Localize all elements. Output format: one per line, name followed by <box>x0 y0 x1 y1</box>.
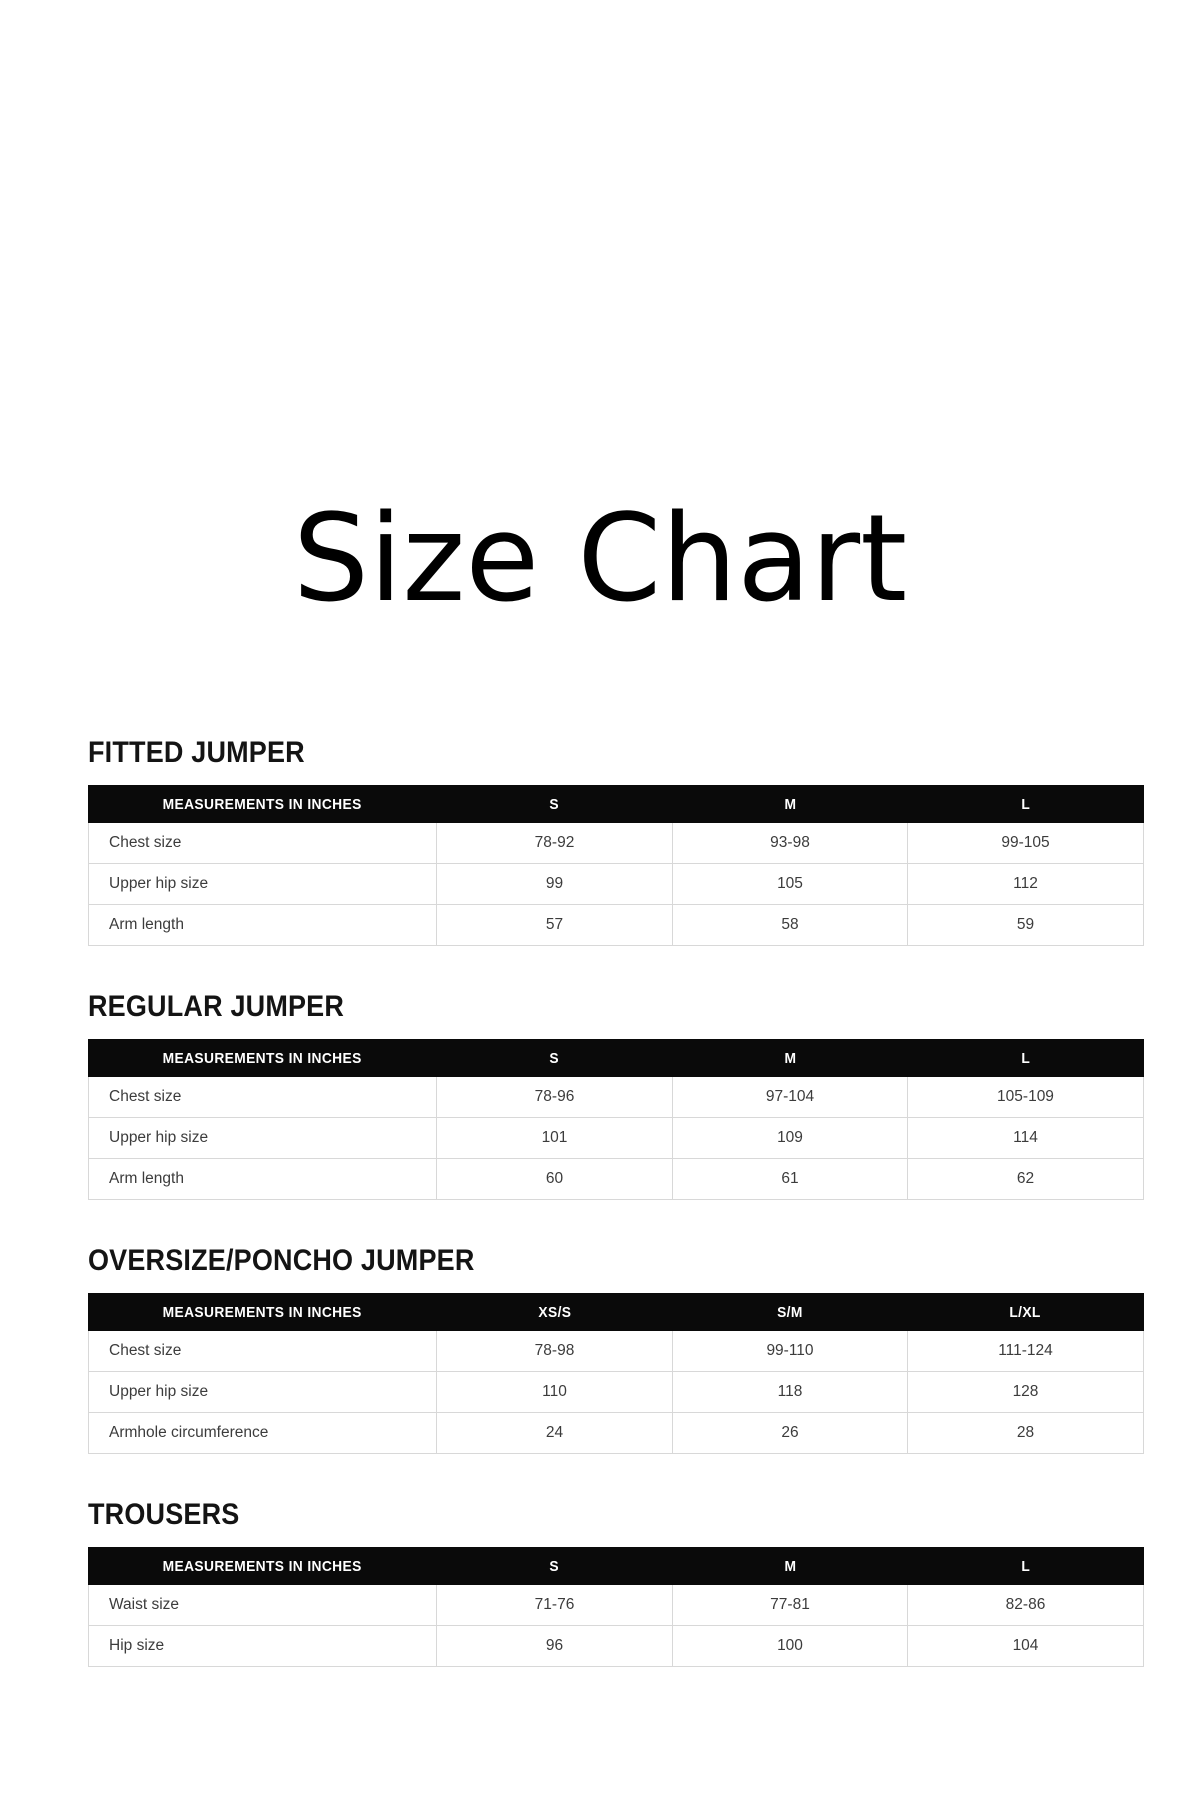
section-regular-jumper <box>88 992 1143 1200</box>
size-column-header: S <box>437 1040 673 1077</box>
size-value-cell: 101 <box>437 1118 673 1159</box>
size-column-header: M <box>673 1040 908 1077</box>
table-row <box>89 1372 1144 1413</box>
size-value-cell: 26 <box>673 1413 908 1454</box>
measurement-label-cell: Chest size <box>89 1331 437 1372</box>
size-value-cell: 100 <box>673 1626 908 1667</box>
measurements-header-cell: MEASUREMENTS IN INCHES <box>89 786 437 823</box>
size-column-header: L <box>908 786 1144 823</box>
size-value-cell: 62 <box>908 1159 1144 1200</box>
section-heading <box>88 1500 1143 1530</box>
size-chart-content <box>88 738 1143 1667</box>
size-value-cell: 61 <box>673 1159 908 1200</box>
size-value-cell: 114 <box>908 1118 1144 1159</box>
table-row <box>89 1413 1144 1454</box>
size-value-cell: 60 <box>437 1159 673 1200</box>
size-value-cell: 58 <box>673 905 908 946</box>
section-heading <box>88 992 1143 1022</box>
size-value-cell: 99-105 <box>908 823 1144 864</box>
section-heading-text: TROUSERS <box>88 1498 240 1531</box>
size-column-header: L <box>908 1040 1144 1077</box>
measurements-header-cell: MEASUREMENTS IN INCHES <box>89 1040 437 1077</box>
section-heading-text: REGULAR JUMPER <box>88 990 345 1023</box>
size-value-cell: 96 <box>437 1626 673 1667</box>
size-value-cell: 99 <box>437 864 673 905</box>
size-value-cell: 105 <box>673 864 908 905</box>
size-table-trousers <box>88 1547 1144 1667</box>
size-value-cell: 71-76 <box>437 1585 673 1626</box>
size-value-cell: 77-81 <box>673 1585 908 1626</box>
size-column-header: S <box>437 1548 673 1585</box>
table-header-row <box>89 1040 1144 1077</box>
size-value-cell: 78-92 <box>437 823 673 864</box>
table-row <box>89 905 1144 946</box>
size-table-regular-jumper <box>88 1039 1144 1200</box>
table-header-row <box>89 786 1144 823</box>
size-value-cell: 105-109 <box>908 1077 1144 1118</box>
section-heading-text: OVERSIZE/PONCHO JUMPER <box>88 1244 475 1277</box>
size-value-cell: 111-124 <box>908 1331 1144 1372</box>
measurement-label-cell: Upper hip size <box>89 1372 437 1413</box>
size-value-cell: 78-98 <box>437 1331 673 1372</box>
measurements-header-cell: MEASUREMENTS IN INCHES <box>89 1548 437 1585</box>
table-row <box>89 1585 1144 1626</box>
section-oversize-poncho-jumper <box>88 1246 1143 1454</box>
size-value-cell: 24 <box>437 1413 673 1454</box>
size-value-cell: 128 <box>908 1372 1144 1413</box>
section-fitted-jumper <box>88 738 1143 946</box>
page-title: Size Chart <box>292 490 908 629</box>
measurement-label-cell: Waist size <box>89 1585 437 1626</box>
table-row <box>89 823 1144 864</box>
size-value-cell: 109 <box>673 1118 908 1159</box>
size-column-header: M <box>673 786 908 823</box>
measurement-label-cell: Upper hip size <box>89 1118 437 1159</box>
table-header-row <box>89 1548 1144 1585</box>
size-column-header: M <box>673 1548 908 1585</box>
table-row <box>89 1159 1144 1200</box>
measurements-header-cell: MEASUREMENTS IN INCHES <box>89 1294 437 1331</box>
size-value-cell: 82-86 <box>908 1585 1144 1626</box>
size-table-fitted-jumper <box>88 785 1144 946</box>
table-row <box>89 864 1144 905</box>
section-trousers <box>88 1500 1143 1667</box>
size-column-header: XS/S <box>437 1294 673 1331</box>
section-heading <box>88 1246 1143 1276</box>
size-value-cell: 110 <box>437 1372 673 1413</box>
size-value-cell: 57 <box>437 905 673 946</box>
section-heading-text: FITTED JUMPER <box>88 736 305 769</box>
size-value-cell: 28 <box>908 1413 1144 1454</box>
measurement-label-cell: Chest size <box>89 823 437 864</box>
size-column-header: L/XL <box>908 1294 1144 1331</box>
measurement-label-cell: Upper hip size <box>89 864 437 905</box>
section-heading <box>88 738 1143 768</box>
size-column-header: L <box>908 1548 1144 1585</box>
size-value-cell: 97-104 <box>673 1077 908 1118</box>
size-value-cell: 93-98 <box>673 823 908 864</box>
table-row <box>89 1077 1144 1118</box>
table-header-row <box>89 1294 1144 1331</box>
size-table-oversize-poncho-jumper <box>88 1293 1144 1454</box>
measurement-label-cell: Chest size <box>89 1077 437 1118</box>
size-column-header: S <box>437 786 673 823</box>
size-value-cell: 112 <box>908 864 1144 905</box>
table-row <box>89 1118 1144 1159</box>
measurement-label-cell: Hip size <box>89 1626 437 1667</box>
measurement-label-cell: Armhole circumference <box>89 1413 437 1454</box>
size-value-cell: 104 <box>908 1626 1144 1667</box>
size-value-cell: 78-96 <box>437 1077 673 1118</box>
measurement-label-cell: Arm length <box>89 1159 437 1200</box>
measurement-label-cell: Arm length <box>89 905 437 946</box>
size-value-cell: 59 <box>908 905 1144 946</box>
table-row <box>89 1331 1144 1372</box>
size-value-cell: 99-110 <box>673 1331 908 1372</box>
size-column-header: S/M <box>673 1294 908 1331</box>
size-value-cell: 118 <box>673 1372 908 1413</box>
table-row <box>89 1626 1144 1667</box>
